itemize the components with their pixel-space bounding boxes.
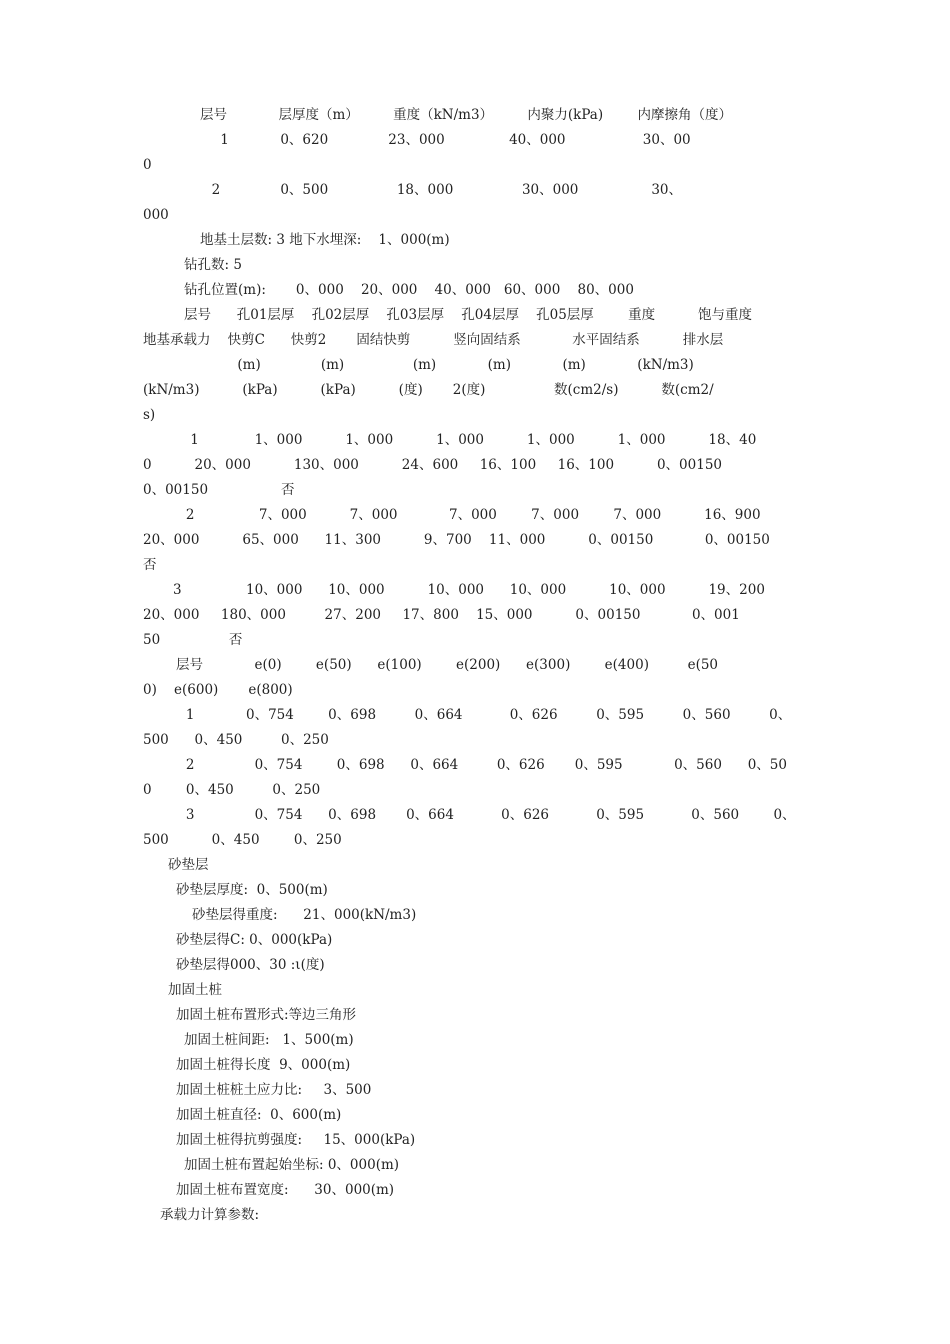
void-ratio-row-2: 2 0、754 0、698 0、664 0、626 0、595 0、560 0、50 bbox=[143, 757, 787, 773]
pile-layout-form: 加固土桩布置形式:等边三角形 bbox=[176, 1007, 357, 1023]
borehole-row-1-wrap-2: 0、00150 否 bbox=[143, 482, 295, 498]
borehole-row-3-wrap-1: 20、000 180、000 27、200 17、800 15、000 0、00150 0、001 bbox=[143, 607, 740, 623]
borehole-row-2: 2 7、000 7、000 7、000 7、000 7、000 16、900 bbox=[143, 507, 761, 523]
foundation-soil-info: 地基土层数: 3 地下水埋深: 1、000(m) bbox=[200, 232, 450, 248]
pile-shear-strength: 加固土桩得抗剪强度: 15、000(kPa) bbox=[176, 1132, 416, 1148]
pile-start-coordinate: 加固土桩布置起始坐标: 0、000(m) bbox=[184, 1157, 400, 1173]
void-ratio-row-2-wrap: 0 0、450 0、250 bbox=[143, 782, 321, 798]
borehole-row-3: 3 10、000 10、000 10、000 10、000 10、000 19、200 bbox=[143, 582, 765, 598]
void-ratio-row-1: 1 0、754 0、698 0、664 0、626 0、595 0、560 0、 bbox=[143, 707, 792, 723]
sand-cushion-unit-weight: 砂垫层得重度: 21、000(kN/m3) bbox=[192, 907, 417, 923]
borehole-table-units-1: (m) (m) (m) (m) (m) (kN/m3) bbox=[143, 357, 694, 373]
pile-spacing: 加固土桩间距: 1、500(m) bbox=[184, 1032, 354, 1048]
borehole-row-3-wrap-2: 50 否 bbox=[143, 632, 243, 648]
pile-length: 加固土桩得长度 9、000(m) bbox=[176, 1057, 351, 1073]
layer-row-2: 2 0、500 18、000 30、000 30、 bbox=[143, 182, 683, 198]
borehole-table-units-2: (kN/m3) (kPa) (kPa) (度) 2(度) 数(cm2/s) 数(cm2/ bbox=[143, 382, 714, 398]
pile-stress-ratio: 加固土桩桩土应力比: 3、500 bbox=[176, 1082, 372, 1098]
borehole-count: 钻孔数: 5 bbox=[184, 257, 242, 273]
sand-cushion-cohesion: 砂垫层得C: 0、000(kPa) bbox=[176, 932, 333, 948]
void-ratio-header: 层号 e(0) e(50) e(100) e(200) e(300) e(400) e(50 bbox=[176, 657, 719, 673]
borehole-row-2-wrap-1: 20、000 65、000 11、300 9、700 11、000 0、00150 0、00150 bbox=[143, 532, 770, 548]
borehole-row-2-wrap-2: 否 bbox=[143, 557, 157, 573]
borehole-positions: 钻孔位置(m): 0、000 20、000 40、000 60、000 80、000 bbox=[184, 282, 634, 298]
borehole-table-header-2: 地基承载力 快剪C 快剪2 固结快剪 竖向固结系 水平固结系 排水层 bbox=[143, 332, 724, 348]
borehole-row-1: 1 1、000 1、000 1、000 1、000 1、000 18、40 bbox=[143, 432, 757, 448]
void-ratio-header-wrap: 0) e(600) e(800) bbox=[143, 682, 293, 698]
void-ratio-row-3-wrap: 500 0、450 0、250 bbox=[143, 832, 342, 848]
sand-cushion-thickness: 砂垫层厚度: 0、500(m) bbox=[176, 882, 328, 898]
borehole-table-header-1: 层号 孔01层厚 孔02层厚 孔03层厚 孔04层厚 孔05层厚 重度 饱与重度 bbox=[184, 307, 753, 323]
void-ratio-row-1-wrap: 500 0、450 0、250 bbox=[143, 732, 329, 748]
layer-row-1: 1 0、620 23、000 40、000 30、00 bbox=[143, 132, 691, 148]
layer-row-1-wrap: 0 bbox=[143, 157, 152, 173]
sand-cushion-friction-angle: 砂垫层得000、30 :ι(度) bbox=[176, 957, 325, 973]
void-ratio-row-3: 3 0、754 0、698 0、664 0、626 0、595 0、560 0、 bbox=[143, 807, 796, 823]
layer-row-2-wrap: 000 bbox=[143, 207, 169, 223]
sand-cushion-heading: 砂垫层 bbox=[168, 857, 209, 873]
pile-diameter: 加固土桩直径: 0、600(m) bbox=[176, 1107, 342, 1123]
borehole-row-1-wrap-1: 0 20、000 130、000 24、600 16、100 16、100 0、00150 bbox=[143, 457, 723, 473]
layer-table-header: 层号 层厚度（m） 重度（kN/m3） 内聚力(kPa) 内摩擦角（度） bbox=[200, 107, 732, 123]
pile-layout-width: 加固土桩布置宽度: 30、000(m) bbox=[176, 1182, 395, 1198]
borehole-table-units-3: s) bbox=[143, 407, 156, 423]
reinforced-pile-heading: 加固土桩 bbox=[168, 982, 222, 998]
bearing-capacity-heading: 承载力计算参数: bbox=[160, 1207, 260, 1223]
